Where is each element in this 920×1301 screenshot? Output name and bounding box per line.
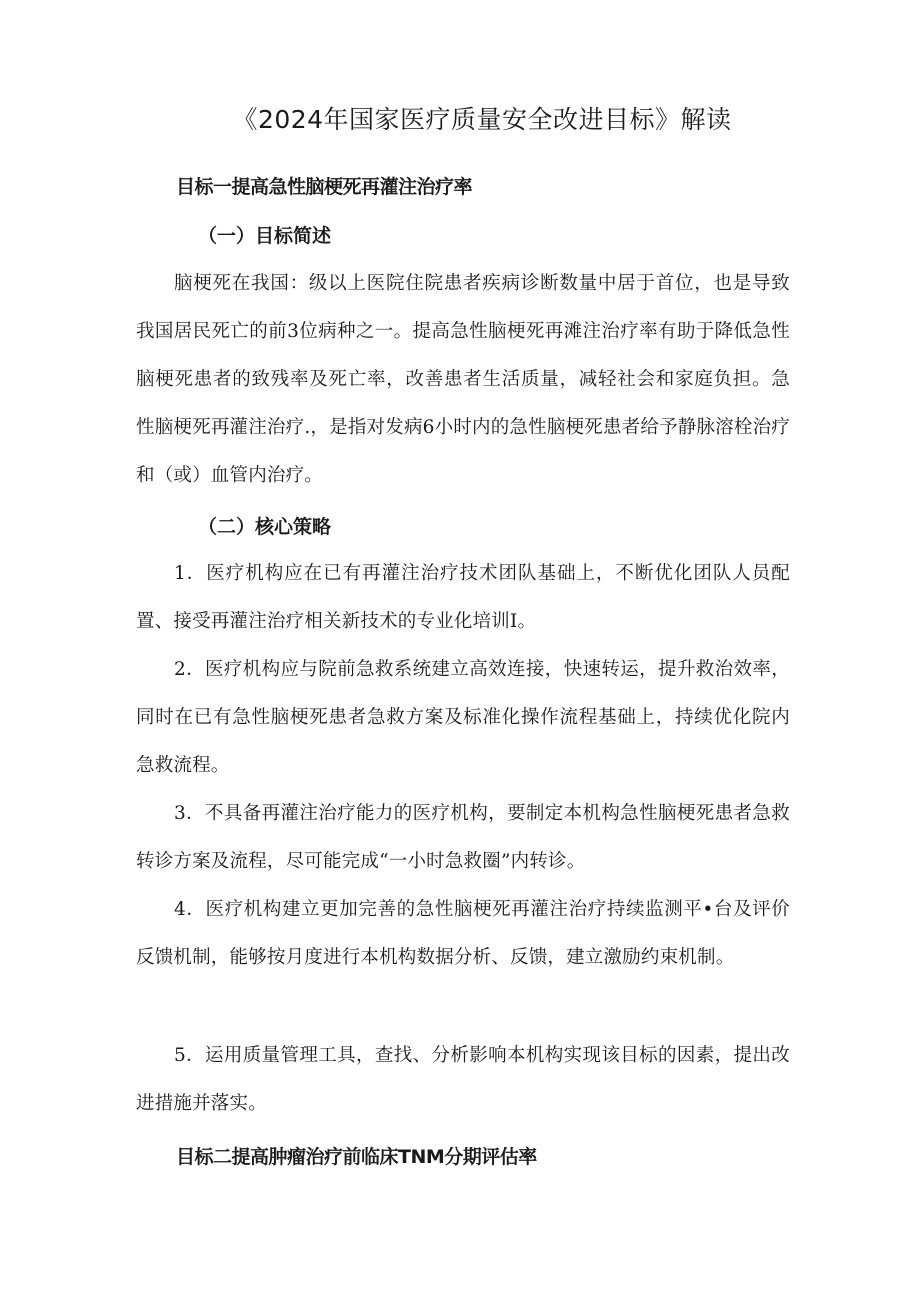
- goal-one-heading: 目标一提高急性脑梗死再灌注治疗率: [176, 176, 473, 198]
- strategy-item-1: 1．医疗机构应在已有再灌注治疗技术团队基础上，不断优化团队人员配置、接受再灌注治疗相关新技术的专业化培训I。: [136, 563, 790, 632]
- section-summary-heading: （一）目标简述: [198, 225, 332, 247]
- strategy-item-4: 4．医疗机构建立更加完善的急性脑梗死再灌注治疗持续监测平•台及评价反馈机制，能够按月度进行本机构数据分析、反馈，建立激励约束机制。: [136, 899, 790, 968]
- strategy-item-3: 3．不具备再灌注治疗能力的医疗机构，要制定本机构急性脑梗死患者急救转诊方案及流程，尽可能完成“一小时急救圈”内转诊。: [136, 803, 790, 872]
- strategy-item-5: 5．运用质量管理工具，查找、分析影响本机构实现该目标的因素，提出改进措施并落实。: [136, 1045, 790, 1114]
- summary-paragraph: 脑梗死在我国：级以上医院住院患者疾病诊断数量中居于首位，也是导致我国居民死亡的前3位病种之一。提高急性脑梗死再滩注治疗率有助于降低急性脑梗死患者的致残率及死亡率，改善患者生活质量，减轻社会和家庭负担。急性脑梗死再灌注治疗.，是指对发病6小时内的急性脑梗死患者给予静脉溶栓治疗和（或）血管内治疗。: [136, 273, 790, 486]
- document-title: 《2024年国家医疗质量安全改进目标》解读: [232, 105, 732, 134]
- strategy-item-2: 2．医疗机构应与院前急救系统建立高效连接，快速转运，提升救治效率，同时在已有急性脑梗死患者急救方案及标准化操作流程基础上，持续优化院内急救流程。: [136, 659, 790, 776]
- goal-two-heading: 目标二提高肿瘤治疗前临床TNM分期评估率: [176, 1146, 537, 1168]
- section-strategy-heading: （二）核心策略: [198, 516, 332, 538]
